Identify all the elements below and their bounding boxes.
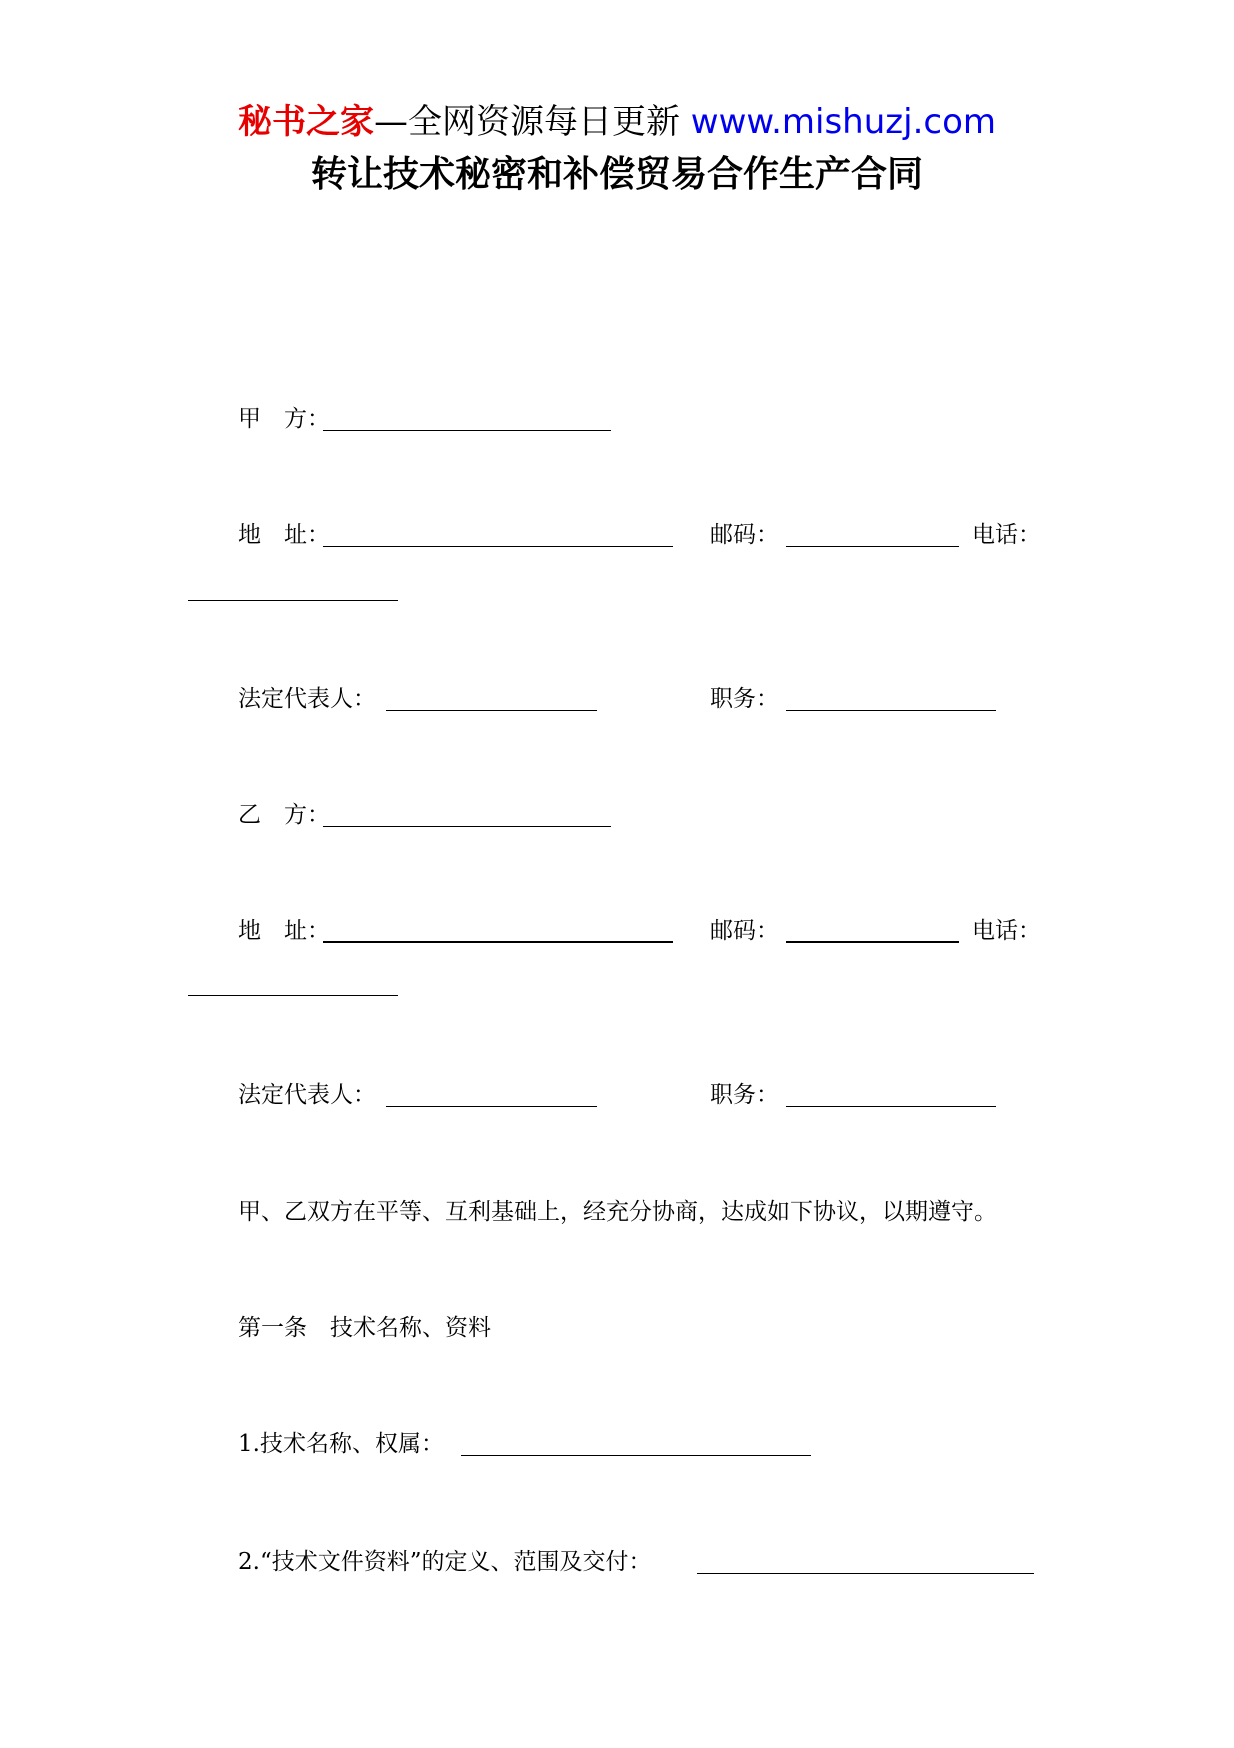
party-a-address-blank[interactable] (323, 546, 673, 547)
site-url-link[interactable]: www.mishuzj.com (690, 102, 996, 142)
party-b-legal-rep-label: 法定代表人： (238, 1082, 376, 1108)
party-b-postcode-label: 邮码： (710, 918, 779, 944)
party-b-position-label: 职务： (710, 1082, 779, 1108)
party-b-address-blank[interactable] (323, 941, 673, 943)
party-b-label: 乙 方： (238, 802, 330, 828)
article-1-item-1-blank[interactable] (461, 1455, 811, 1456)
article-1-heading: 第一条 技术名称、资料 (238, 1315, 491, 1341)
article-1-item-1-label: 1.技术名称、权属： (238, 1431, 444, 1457)
preamble-text: 甲、乙双方在平等、互利基础上，经充分协商，达成如下协议，以期遵守。 (238, 1199, 997, 1225)
party-b-postcode-blank[interactable] (786, 941, 959, 943)
party-b-address-label: 地 址： (238, 918, 330, 944)
party-b-position-blank[interactable] (786, 1106, 996, 1107)
party-a-position-blank[interactable] (786, 710, 996, 711)
party-a-legal-rep-label: 法定代表人： (238, 686, 376, 712)
site-slogan: —全网资源每日更新 (373, 102, 680, 142)
document-title: 转让技术秘密和补偿贸易合作生产合同 (310, 154, 923, 195)
party-a-position-label: 职务： (710, 686, 779, 712)
party-a-address-label: 地 址： (238, 522, 330, 548)
site-brand: 秘书之家 (237, 102, 374, 142)
party-a-legal-rep-blank[interactable] (386, 710, 597, 711)
party-b-legal-rep-blank[interactable] (386, 1106, 597, 1107)
party-a-postcode-label: 邮码： (710, 522, 779, 548)
party-a-name-blank[interactable] (323, 430, 611, 431)
party-a-postcode-blank[interactable] (786, 546, 959, 547)
article-1-item-2-label: 2.“技术文件资料”的定义、范围及交付： (238, 1549, 652, 1575)
party-b-name-blank[interactable] (323, 826, 611, 827)
party-b-phone-blank[interactable] (188, 995, 398, 996)
party-a-phone-blank[interactable] (188, 600, 398, 601)
party-a-phone-label: 电话： (972, 522, 1041, 548)
site-header (0, 100, 1234, 144)
article-1-item-2-blank[interactable] (697, 1573, 1034, 1574)
party-a-label: 甲 方： (238, 406, 330, 432)
party-b-phone-label: 电话： (972, 918, 1041, 944)
